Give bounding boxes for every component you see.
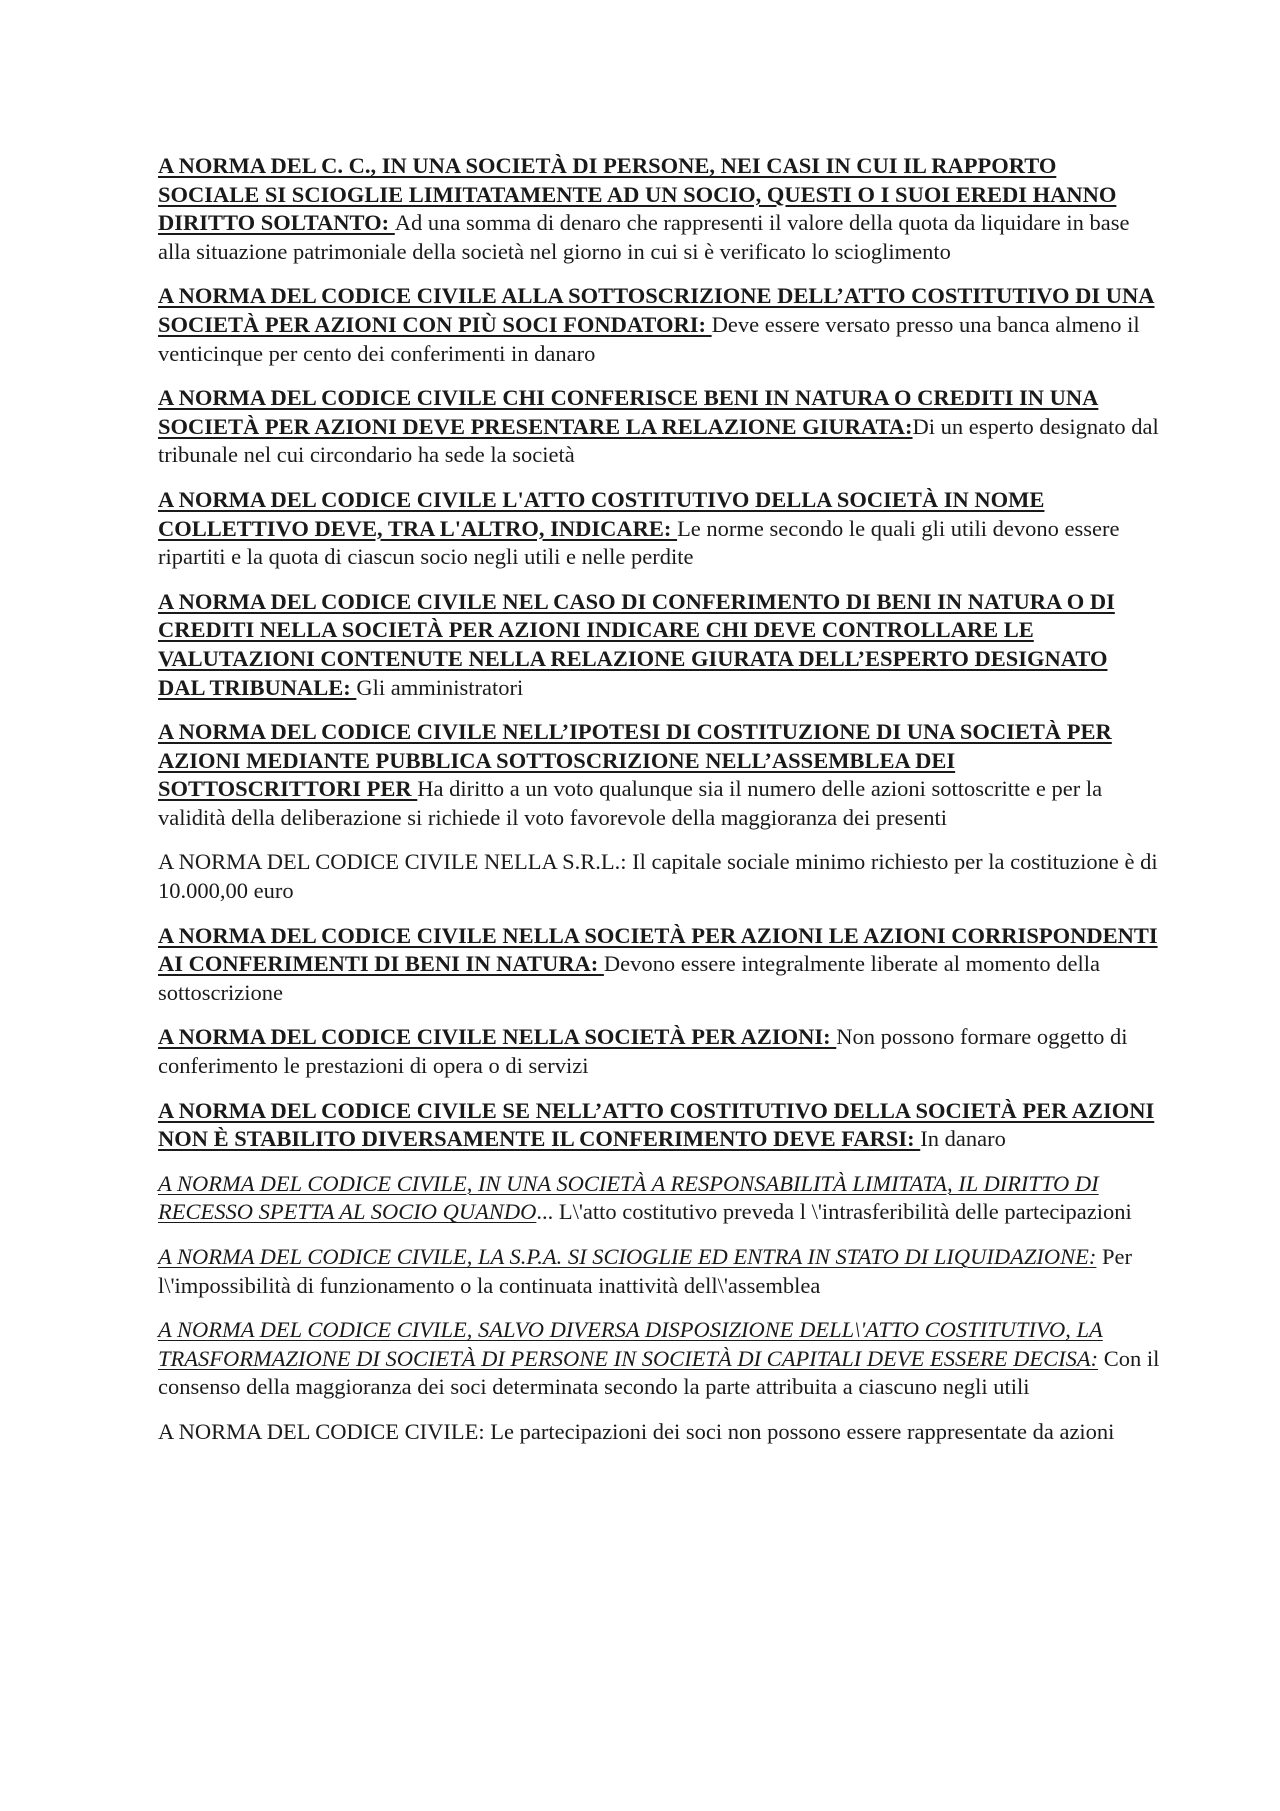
qa-entry-11 (158, 1170, 1160, 1227)
qa-entry-7 (158, 848, 1160, 905)
answer-text: In danaro (920, 1126, 1006, 1152)
question-text: A NORMA DEL CODICE CIVILE CHI CONFERISCE BENI IN NATURA O CREDITI IN UNA SOCIETÀ PER AZIONI DEVE PRESENTARE LA RELAZIONE GIURATA: (158, 385, 1099, 439)
answer-text: Il capitale sociale minimo richiesto per la costituzione è di 10.000,00 euro (158, 849, 1158, 904)
qa-entry-10 (158, 1097, 1160, 1154)
question-text: A NORMA DEL CODICE CIVILE ALLA SOTTOSCRIZIONE DELL’ATTO COSTITUTIVO DI UNA SOCIETÀ PER AZIONI CON PIÙ SOCI FONDATORI: (158, 283, 1155, 337)
qa-entry-2 (158, 282, 1160, 368)
answer-text: Le partecipazioni dei soci non possono essere rappresentate da azioni (490, 1418, 1115, 1444)
question-text: A NORMA DEL CODICE CIVILE: (158, 1418, 491, 1444)
question-text: A NORMA DEL CODICE CIVILE SE NELL’ATTO COSTITUTIVO DELLA SOCIETÀ PER AZIONI NON È STABILITO DIVERSAMENTE IL CONFERIMENTO DEVE FARSI: (158, 1097, 1155, 1152)
question-text: A NORMA DEL CODICE CIVILE NELLA S.R.L.: (158, 849, 633, 875)
answer-text: Ha diritto a un voto qualunque sia il numero delle azioni sottoscritte e per la validità della deliberazione si richiede il voto favorevole della maggioranza dei presenti (158, 776, 1103, 830)
answer-text: ... L\'atto costitutivo preveda l \'intrasferibilità delle partecipazioni (536, 1199, 1132, 1225)
question-text: A NORMA DEL CODICE CIVILE, SALVO DIVERSA DISPOSIZIONE DELL\'ATTO COSTITUTIVO, LA TRASFORMAZIONE DI SOCIETÀ DI PERSONE IN SOCIETÀ DI CAPITALI DEVE ESSERE DECISA: (158, 1317, 1103, 1371)
answer-text: Di un esperto designato dal tribunale nel cui circondario ha sede la società (158, 413, 1159, 468)
answer-text: Deve essere versato presso una banca almeno il venticinque per cento dei conferimenti in danaro (158, 311, 1140, 366)
question-text: A NORMA DEL CODICE CIVILE, IN UNA SOCIETÀ A RESPONSABILITÀ LIMITATA, IL DIRITTO DI RECESSO SPETTA AL SOCIO QUANDO (158, 1170, 1099, 1225)
answer-text: Gli amministratori (356, 674, 524, 700)
answer-text: Le norme secondo le quali gli utili devono essere ripartiti e la quota di ciascun socio negli utili e nelle perdite (158, 515, 1120, 570)
answer-text: Devono essere integralmente liberate al momento della sottoscrizione (158, 951, 1100, 1005)
question-text: A NORMA DEL CODICE CIVILE, LA S.P.A. SI SCIOGLIE ED ENTRA IN STATO DI LIQUIDAZIONE: (158, 1244, 1097, 1269)
question-text: A NORMA DEL CODICE CIVILE NEL CASO DI CONFERIMENTO DI BENI IN NATURA O DI CREDITI NELLA SOCIETÀ PER AZIONI INDICARE CHI DEVE CONTROLLARE LE VALUTAZIONI CONTENUTE NELLA RELAZIONE GIURATA DELL’ESPERTO DESIGNATO DAL TRIBUNALE: (158, 588, 1115, 700)
question-text: A NORMA DEL C. C., IN UNA SOCIETÀ DI PERSONE, NEI CASI IN CUI IL RAPPORTO SOCIALE SI SCIOGLIE LIMITATAMENTE AD UN SOCIO, QUESTI O I SUOI EREDI HANNO DIRITTO SOLTANTO: (158, 153, 1117, 236)
qa-entry-8 (158, 922, 1160, 1008)
qa-entry-1 (158, 152, 1160, 266)
qa-entry-3 (158, 384, 1160, 470)
answer-text: Ad una somma di denaro che rappresenti il valore della quota da liquidare in base alla situazione patrimoniale della società nel giorno in cui si è verificato lo scioglimento (158, 210, 1130, 264)
question-text: A NORMA DEL CODICE CIVILE NELLA SOCIETÀ PER AZIONI LE AZIONI CORRISPONDENTI AI CONFERIMENTI DI BENI IN NATURA: (158, 922, 1158, 977)
qa-entry-4 (158, 486, 1160, 572)
qa-entry-9 (158, 1023, 1160, 1080)
qa-entry-13 (158, 1316, 1160, 1402)
answer-text: Con il consenso della maggioranza dei soci determinata secondo la parte attribuita a ciascuno negli utili (158, 1345, 1160, 1400)
question-text: A NORMA DEL CODICE CIVILE L'ATTO COSTITUTIVO DELLA SOCIETÀ IN NOME COLLETTIVO DEVE, TRA L'ALTRO, INDICARE: (158, 486, 1045, 541)
qa-entry-14 (158, 1418, 1160, 1447)
answer-text: Per l\'impossibilità di funzionamento o la continuata inattività dell\'assemblea (158, 1244, 1132, 1298)
qa-entry-6 (158, 718, 1160, 832)
answer-text: Non possono formare oggetto di conferimento le prestazioni di opera o di servizi (158, 1024, 1128, 1079)
qa-entry-5 (158, 588, 1160, 702)
qa-entry-12 (158, 1243, 1160, 1300)
question-text: A NORMA DEL CODICE CIVILE NELL’IPOTESI DI COSTITUZIONE DI UNA SOCIETÀ PER AZIONI MEDIANTE PUBBLICA SOTTOSCRIZIONE NELL’ASSEMBLEA DEI SOTTOSCRITTORI PER (158, 719, 1112, 802)
question-text: A NORMA DEL CODICE CIVILE NELLA SOCIETÀ PER AZIONI: (158, 1024, 837, 1050)
